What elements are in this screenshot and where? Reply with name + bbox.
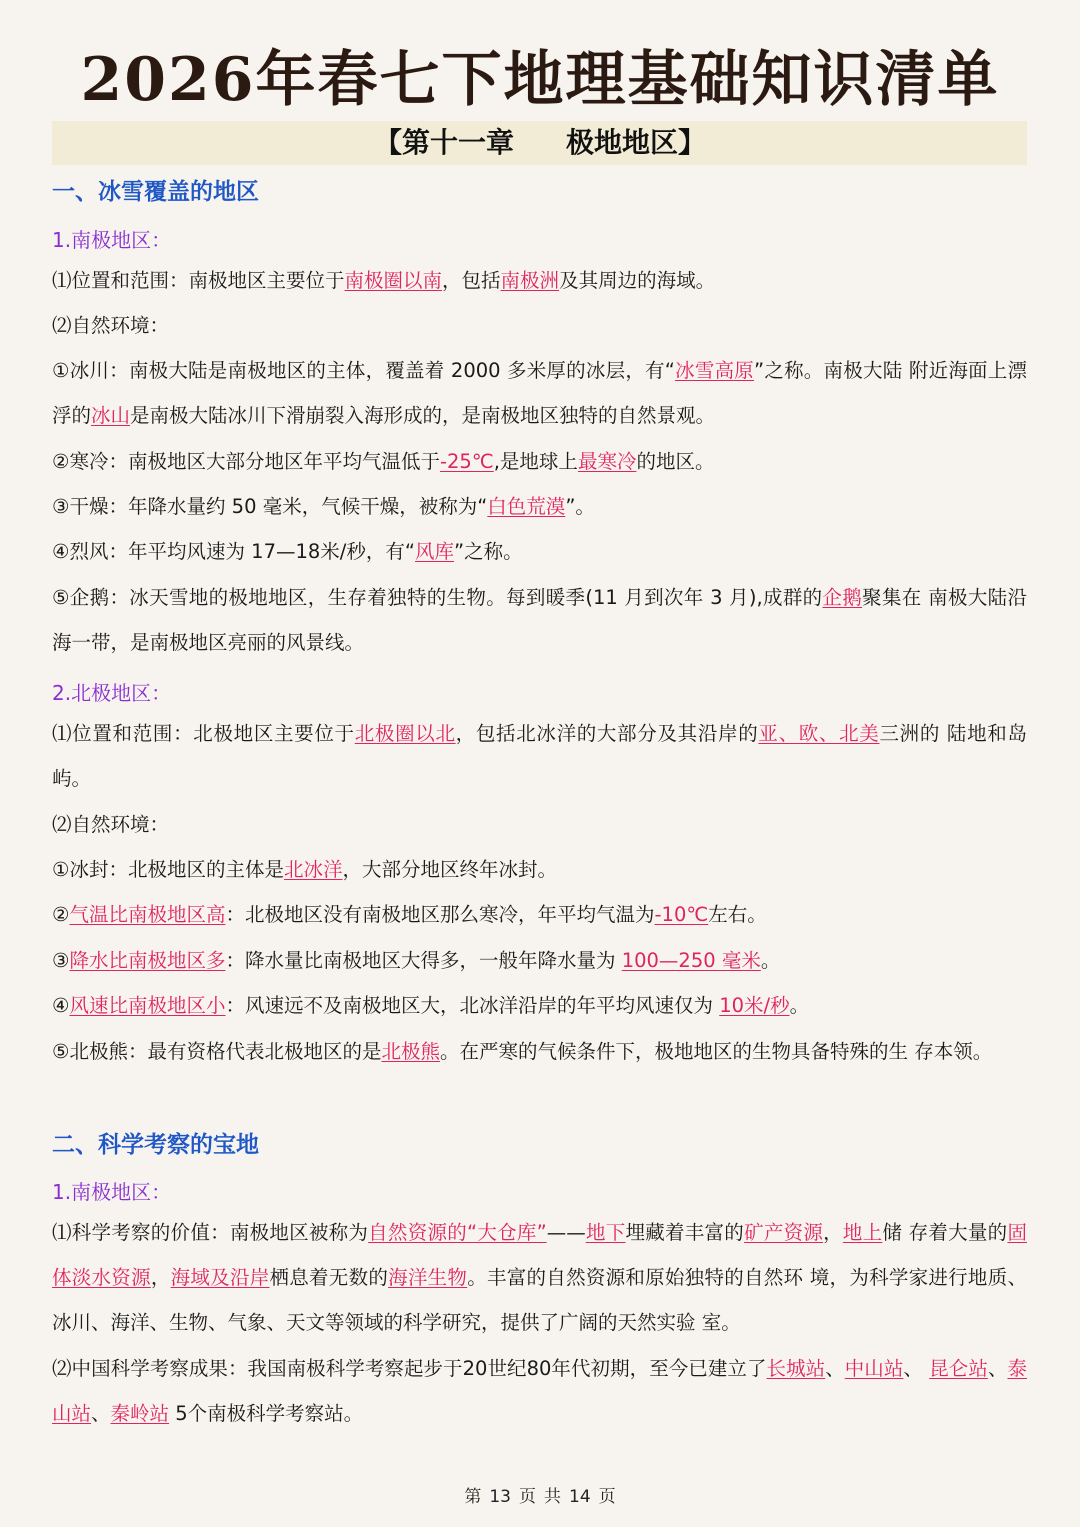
section-heading-1: 一、冰雪覆盖的地区 — [52, 179, 259, 205]
chapter-name: 极地地区】 — [566, 126, 707, 159]
paragraph-antarctic-dry: ③干燥：年降水量约 50 毫米，气候干燥，被称为“白色荒漠”。 — [52, 495, 595, 518]
paragraph-antarctic-wind: ④烈风：年平均风速为 17—18米/秒，有“风库”之称。 — [52, 540, 523, 563]
paragraph-china-research: ⑵中国科学考察成果：我国南极科学考察起步于20世纪80年代初期，至今已建立了长城站、中山站、 昆仑站、泰山站、秦岭站 5个南极科学考察站。 — [52, 1357, 1027, 1425]
sub-label-antarctic: 1.南极地区： — [52, 228, 172, 252]
paragraph-arctic-wind: ④风速比南极地区小：风速远不及南极地区大，北冰洋沿岸的年平均风速仅为 10米/秒。 — [52, 994, 810, 1017]
paragraph-arctic-temperature: ②气温比南极地区高：北极地区没有南极地区那么寒冷，年平均气温为-10℃左右。 — [52, 903, 767, 926]
paragraph-antarctic-location: ⑴位置和范围：南极地区主要位于南极圈以南，包括南极洲及其周边的海域。 — [52, 269, 716, 292]
paragraph-arctic-precipitation: ③降水比南极地区多：降水量比南极地区大得多，一般年降水量为 100—250 毫米。 — [52, 949, 781, 972]
paragraph-arctic-env-label: ⑵自然环境： — [52, 813, 170, 836]
paragraph-research-value: ⑴科学考察的价值：南极地区被称为自然资源的“大仓库”——地下埋藏着丰富的矿产资源，地上储 存着大量的固体淡水资源，海域及沿岸栖息着无数的海洋生物。丰富的自然资源和原始独特的自然环 境，为科学家进行地质、冰川、海洋、生物、气象、天文等领域的科学研究，提供了广阔的天然实验 室。 — [52, 1221, 1027, 1334]
paragraph-arctic-ice: ①冰封：北极地区的主体是北冰洋，大部分地区终年冰封。 — [52, 858, 558, 881]
paragraph-antarctic-glacier: ①冰川：南极大陆是南极地区的主体，覆盖着 2000 多米厚的冰层，有“冰雪高原”之称。南极大陆 附近海面上漂浮的冰山是南极大陆冰川下滑崩裂入海形成的，是南极地区独特的自然景观。 — [52, 359, 1027, 427]
chapter-number: 【第十一章 — [373, 126, 514, 159]
page-number: 13 — [489, 1487, 511, 1507]
section-heading-2: 二、科学考察的宝地 — [52, 1132, 259, 1158]
paragraph-antarctic-cold: ②寒冷：南极地区大部分地区年平均气温低于-25℃,是地球上最寒冷的地区。 — [52, 450, 715, 473]
paragraph-antarctic-env-label: ⑵自然环境： — [52, 314, 170, 337]
paragraph-antarctic-penguin: ⑤企鹅：冰天雪地的极地地区，生存着独特的生物。每到暖季(11 月到次年 3 月),成群的企鹅聚集在 南极大陆沿海一带，是南极地区亮丽的风景线。 — [52, 586, 1027, 654]
page-total: 14 — [569, 1487, 591, 1507]
sub-label-arctic: 2.北极地区： — [52, 681, 172, 705]
paragraph-arctic-location: ⑴位置和范围：北极地区主要位于北极圈以北，包括北冰洋的大部分及其沿岸的亚、欧、北美三洲的 陆地和岛屿。 — [52, 722, 1027, 790]
page-title: 2026年春七下地理基础知识清单 — [80, 45, 1000, 115]
sub-label-antarctic-research: 1.南极地区： — [52, 1180, 172, 1204]
page-footer: 第 13 页 共 14 页 — [464, 1487, 616, 1507]
chapter-heading — [0, 121, 1080, 165]
paragraph-arctic-polar-bear: ⑤北极熊：最有资格代表北极地区的是北极熊。在严寒的气候条件下，极地地区的生物具备特殊的生 存本领。 — [52, 1040, 993, 1063]
